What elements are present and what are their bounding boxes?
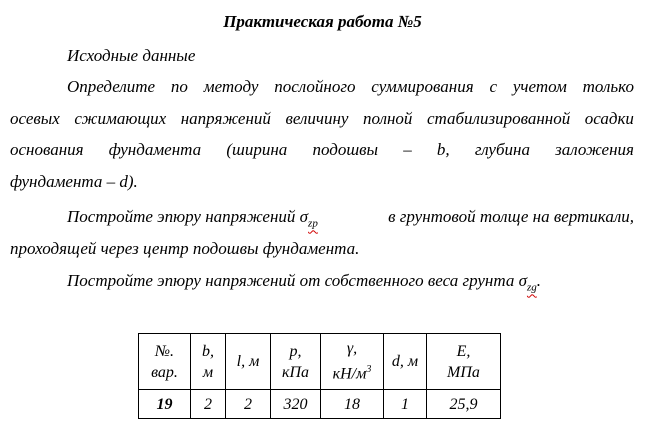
- header-cell-gamma: γ, $кН/м^3$: [321, 334, 384, 390]
- word: послойного: [274, 77, 356, 96]
- task-paragraph-line-3: [10, 134, 634, 166]
- word: только: [582, 77, 634, 96]
- word: полной: [363, 109, 413, 128]
- header-cell-b: b, м: [191, 334, 226, 390]
- word: напряжений: [180, 109, 271, 128]
- word: учетом: [512, 77, 567, 96]
- table-header-row: [139, 334, 501, 390]
- task-paragraph-line-2: [10, 103, 634, 135]
- header-cell-variant: №. вар.: [139, 334, 191, 390]
- word: Определите: [67, 77, 156, 96]
- word: глубина: [474, 140, 530, 159]
- word: основания: [10, 140, 84, 159]
- task-paragraph-line-4: фундамента – d).: [10, 172, 138, 191]
- header-cell-p: p, кПа: [271, 334, 321, 390]
- value-cell-p: 320: [271, 390, 321, 419]
- header-cell-e: E, МПа: [427, 334, 501, 390]
- word: осадки: [584, 109, 634, 128]
- word: b,: [436, 140, 450, 159]
- instruction-text-a: Постройте эпюру напряжений $\sigma_{zp}$: [67, 207, 318, 230]
- value-cell-l: 2: [226, 390, 271, 419]
- value-cell-gamma: 18: [321, 390, 384, 419]
- word: сжимающих: [74, 109, 167, 128]
- input-data-table: [138, 333, 501, 419]
- word: с: [489, 77, 498, 96]
- table-row: [139, 390, 501, 419]
- word: величину: [285, 109, 349, 128]
- instruction-line-2: проходящей через центр подошвы фундамента.: [10, 239, 360, 258]
- value-cell-d: 1: [384, 390, 427, 419]
- section-heading: Исходные данные: [67, 46, 196, 65]
- word: по: [170, 77, 188, 96]
- word: суммирования: [371, 77, 474, 96]
- value-cell-b: 2: [191, 390, 226, 419]
- word: подошвы: [312, 140, 379, 159]
- word: осевых: [10, 109, 60, 128]
- task-paragraph-line-1: [10, 71, 634, 103]
- word: (ширина: [226, 140, 288, 159]
- page-title: Практическая работа №5: [223, 12, 422, 31]
- instruction-text-b: в грунтовой толще на вертикали,: [388, 207, 634, 226]
- value-cell-e: 25,9: [427, 390, 501, 419]
- word: фундамента: [108, 140, 202, 159]
- header-cell-d: d, м: [384, 334, 427, 390]
- instruction-line-3: Постройте эпюру напряжений от собственного веса грунта $\sigma_{zg}$.: [67, 271, 541, 294]
- header-cell-l: l, м: [226, 334, 271, 390]
- word: заложения: [555, 140, 634, 159]
- word: методу: [203, 77, 259, 96]
- value-cell-variant: 19: [139, 390, 191, 419]
- word: –: [403, 140, 412, 159]
- word: стабилизированной: [426, 109, 571, 128]
